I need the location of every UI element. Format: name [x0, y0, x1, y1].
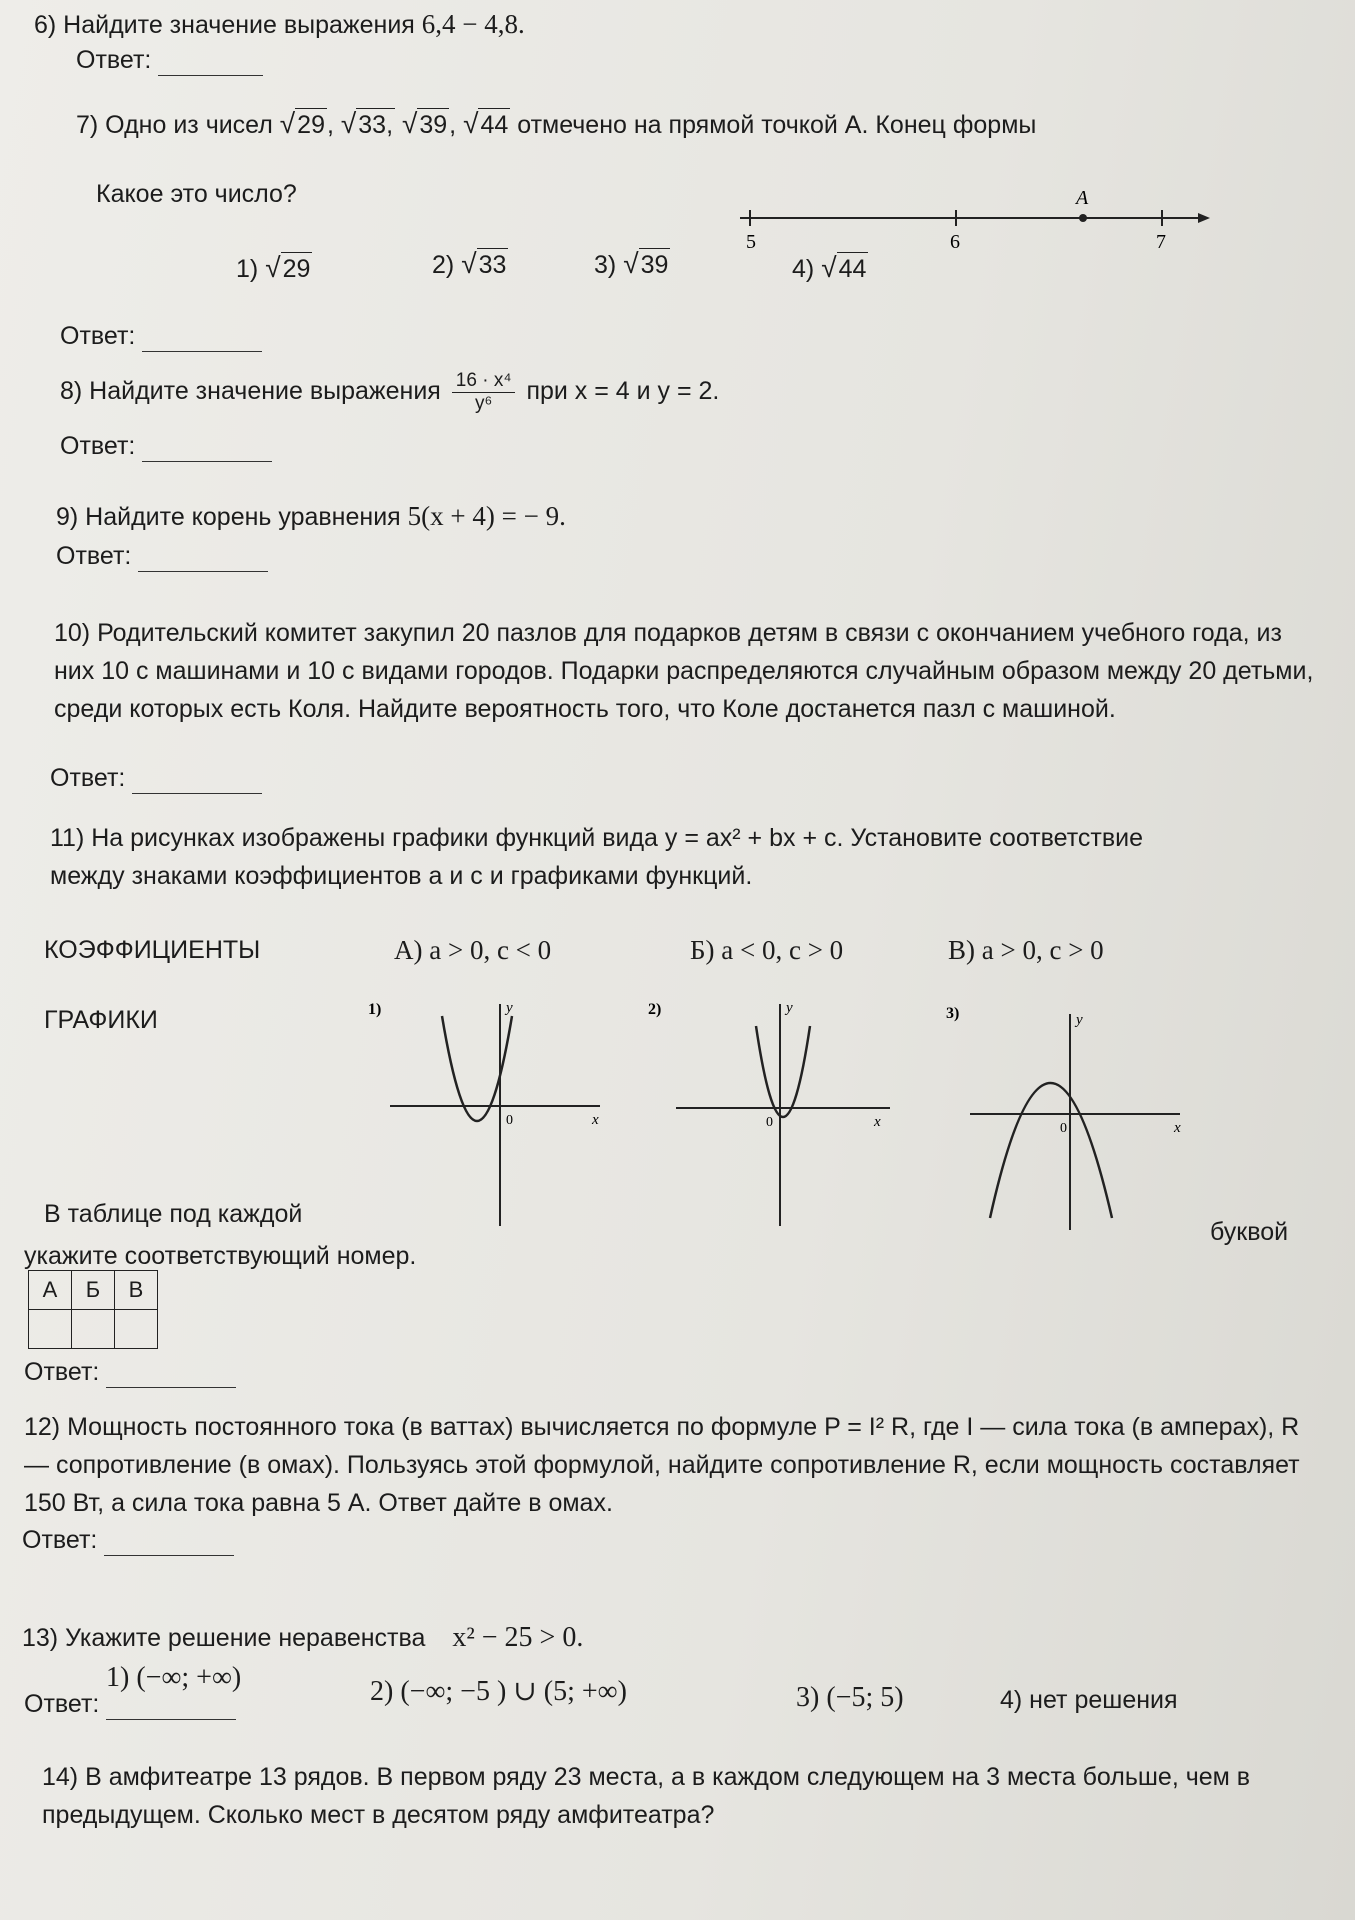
- graph-2: [640, 996, 900, 1226]
- table-note-a: В таблице под каждой: [44, 1200, 303, 1228]
- q12-answer: Ответ:: [22, 1524, 234, 1556]
- q13-option-2[interactable]: 2) (−∞; −5 ) ∪ (5; +∞): [370, 1676, 627, 1707]
- answer-blank[interactable]: [138, 553, 268, 572]
- table-header-v: В: [115, 1271, 158, 1310]
- table-cell-a[interactable]: [29, 1310, 72, 1349]
- graph-2-number: 2): [648, 1001, 662, 1018]
- table-note-c: укажите соответствующий номер.: [24, 1242, 417, 1270]
- q11-text-1: 11) На рисунках изображены графики функций вида y = ax² + bx + c. Установите соответствие: [50, 824, 1143, 852]
- tick-label-6: 6: [950, 231, 960, 252]
- coef-b: Б) a < 0, c > 0: [690, 935, 844, 965]
- q8-text: 8) Найдите значение выражения $\frac{\text{16 · x⁴}}{\text{y⁶}}$ при x = 4 и y = 2.: [60, 369, 720, 414]
- q13-text: 13) Укажите решение неравенства x² − 25 > 0.: [22, 1622, 584, 1653]
- q13-option-1[interactable]: 1) (−∞; +∞): [106, 1662, 242, 1693]
- svg-text:0: 0: [1060, 1121, 1067, 1136]
- q7-option-2[interactable]: 2) √33: [432, 248, 507, 279]
- q7-question: Какое это число?: [96, 180, 297, 208]
- graph-1-number: 1): [368, 1001, 382, 1018]
- parabola-2: [756, 1026, 810, 1117]
- coef-label: КОЭФФИЦИЕНТЫ: [44, 936, 261, 964]
- svg-text:0: 0: [766, 1115, 773, 1130]
- answer-blank[interactable]: [142, 333, 262, 352]
- table-cell-v[interactable]: [115, 1310, 158, 1349]
- answer-blank[interactable]: [158, 57, 263, 76]
- q11-answer: Ответ:: [24, 1356, 236, 1388]
- q7-answer: Ответ:: [60, 320, 262, 352]
- svg-text:x: x: [592, 1112, 599, 1128]
- tick-label-7: 7: [1156, 231, 1166, 252]
- graph-1: [360, 996, 610, 1226]
- svg-text:x: x: [874, 1114, 881, 1130]
- tick-label-5: 5: [746, 231, 756, 252]
- q6-text: 6) Найдите значение выражения 6,4 − 4,8.: [34, 9, 525, 39]
- q10-text: 10) Родительский комитет закупил 20 пазлов для подарков детям в связи с окончанием учебного года, из них 10 с машинами и 10 с видами городов. Подарки распределяются случайным образом между 20 детьми, среди которых есть Коля. Найдите вероятность того, что Коле достанется пазл с машиной.: [54, 619, 1314, 723]
- table-header-b: Б: [72, 1271, 115, 1310]
- point-a-label: A: [1076, 187, 1089, 209]
- table-cell-b[interactable]: [72, 1310, 115, 1349]
- q12-text: 12) Мощность постоянного тока (в ваттах) вычисляется по формуле P = I² R, где I — сила тока (в амперах), R — сопротивление (в омах). Пользуясь этой формулой, найдите сопротивление R, если мощность составляет 150 Вт, а сила тока равна 5 А. Ответ дайте в омах.: [24, 1413, 1300, 1517]
- q7-option-4[interactable]: 4) √44: [792, 252, 867, 283]
- q8-answer: Ответ:: [60, 430, 272, 462]
- q10-answer: Ответ:: [50, 762, 262, 794]
- coef-a: А) a > 0, c < 0: [394, 935, 552, 965]
- svg-text:y: y: [786, 1000, 793, 1016]
- svg-text:y: y: [506, 1000, 513, 1016]
- svg-text:0: 0: [506, 1113, 513, 1128]
- q9-answer: Ответ:: [56, 540, 268, 572]
- answer-blank[interactable]: [132, 775, 262, 794]
- parabola-3: [990, 1083, 1112, 1218]
- table-header-a: А: [29, 1271, 72, 1310]
- number-line: [720, 182, 1210, 252]
- answer-blank[interactable]: [106, 1369, 236, 1388]
- graph-3-number: 3): [946, 1005, 960, 1022]
- answer-blank[interactable]: [106, 1701, 236, 1720]
- q9-text: 9) Найдите корень уравнения 5(x + 4) = − 9.: [56, 501, 566, 531]
- q14-text: 14) В амфитеатре 13 рядов. В первом ряду 23 места, а в каждом следующем на 3 места больше, чем в предыдущем. Сколько мест в десятом ряду амфитеатра?: [42, 1763, 1251, 1829]
- answer-blank[interactable]: [104, 1537, 234, 1556]
- coef-v: В) a > 0, c > 0: [948, 935, 1104, 965]
- graph-3: [940, 1000, 1190, 1230]
- svg-text:x: x: [1174, 1120, 1181, 1136]
- table-note-b: буквой: [1210, 1218, 1289, 1246]
- q13-option-4[interactable]: 4) нет решения: [1000, 1686, 1178, 1714]
- q11-text-2: между знаками коэффициентов a и c и графиками функций.: [50, 862, 753, 890]
- q6-answer: Ответ:: [76, 44, 263, 76]
- answer-blank[interactable]: [142, 443, 272, 462]
- point-a: [1079, 214, 1087, 222]
- q13-option-3[interactable]: 3) (−5; 5): [796, 1682, 904, 1713]
- q7-option-3[interactable]: 3) √39: [594, 248, 669, 279]
- q7-option-1[interactable]: 1) √29: [236, 252, 311, 283]
- q13-answer: Ответ:: [24, 1688, 236, 1720]
- answer-table: [28, 1270, 158, 1349]
- graphs-label: ГРАФИКИ: [44, 1006, 158, 1034]
- arrow-icon: [1198, 213, 1210, 223]
- svg-text:y: y: [1076, 1012, 1083, 1028]
- q7-text: 7) Одно из чисел √29, √33, √39, √44 отмечено на прямой точкой А. Конец формы: [76, 108, 1037, 139]
